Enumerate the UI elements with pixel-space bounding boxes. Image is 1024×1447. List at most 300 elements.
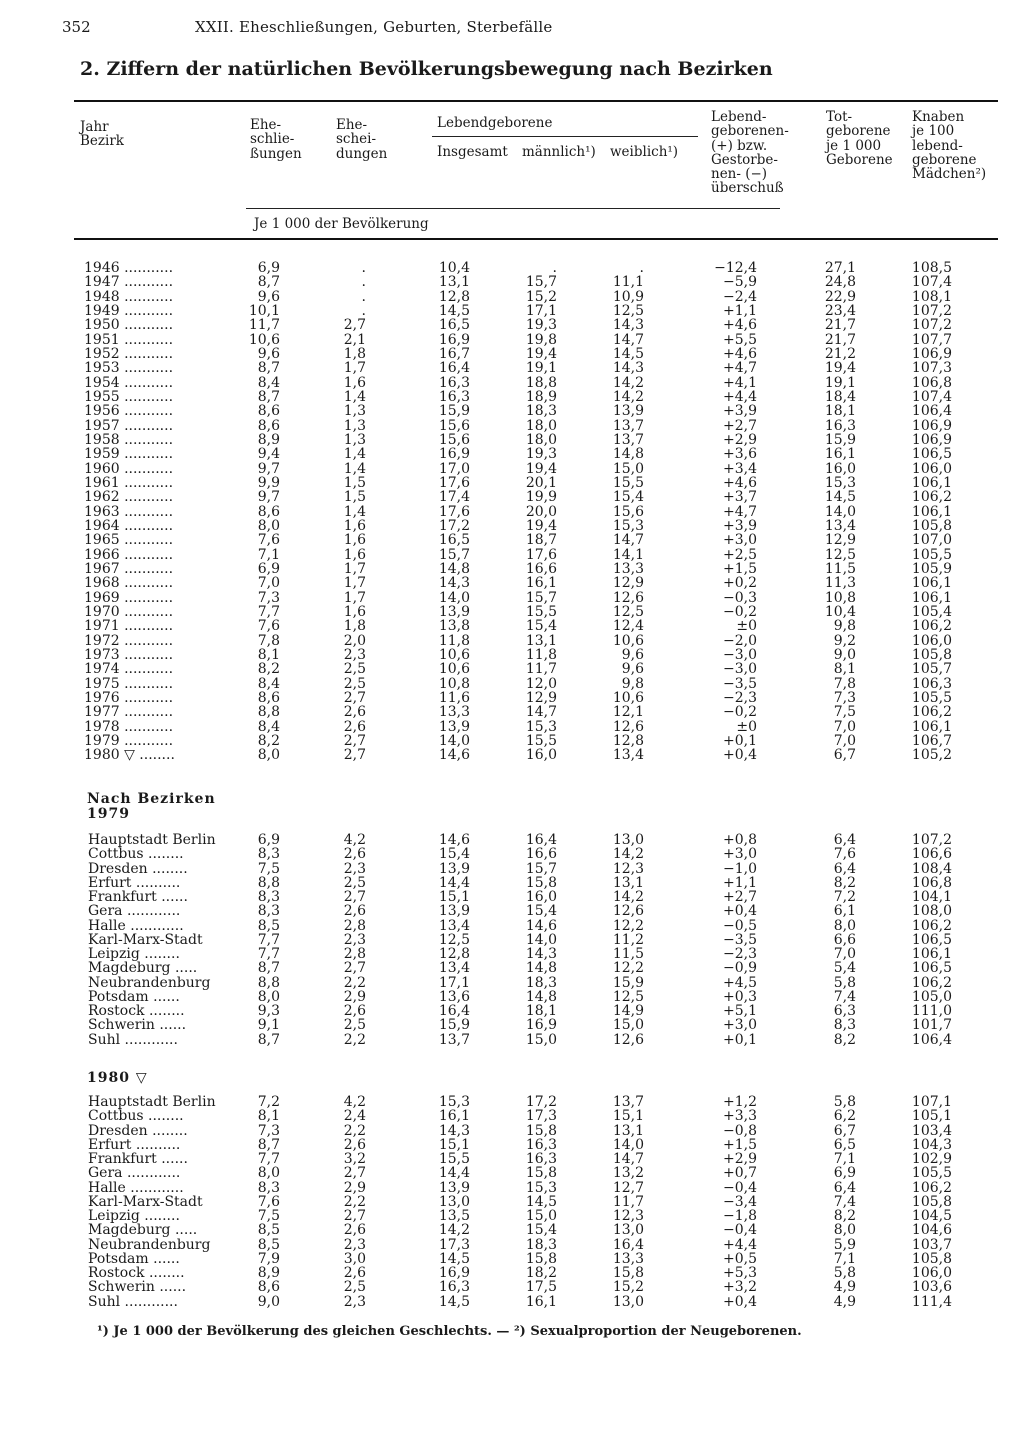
cell-lebendgeborene-weiblich: 12,6 bbox=[612, 718, 644, 735]
cell-knaben-je-100-maedchen: 106,0 bbox=[911, 1265, 952, 1281]
cell-ehescheidungen: 2,3 bbox=[343, 1293, 366, 1310]
cell-ehescheidungen: 2,7 bbox=[343, 960, 366, 977]
cell-totgeborene: 14,0 bbox=[824, 503, 856, 520]
cell-ehescheidungen: . bbox=[361, 260, 366, 276]
header-knaben: Knaben je 100 lebend- geborene Mädchen²) bbox=[912, 109, 987, 183]
cell-ehescheidungen: 2,7 bbox=[343, 732, 366, 749]
cell-lebendgeborene-maennlich: 18,0 bbox=[525, 417, 557, 434]
cell-ehescheidungen: 2,9 bbox=[343, 988, 366, 1005]
cell-totgeborene: 7,8 bbox=[833, 675, 856, 692]
cell-lebendgeborene-maennlich: 16,3 bbox=[525, 1151, 557, 1167]
row-label: Frankfurt ...... bbox=[88, 1151, 188, 1167]
cell-ehescheidungen: 2,7 bbox=[343, 889, 366, 905]
cell-ehescheidungen: 1,7 bbox=[343, 589, 366, 606]
table-row bbox=[0, 462, 1024, 476]
cell-knaben-je-100-maedchen: 107,2 bbox=[911, 317, 952, 334]
cell-lebendgeborene-weiblich: 12,3 bbox=[612, 1208, 644, 1224]
cell-ueberschuss: −2,3 bbox=[723, 689, 757, 706]
cell-eheschliessungen: 8,5 bbox=[257, 1236, 280, 1253]
cell-lebendgeborene-weiblich: 11,5 bbox=[612, 946, 644, 962]
cell-ehescheidungen: 2,2 bbox=[343, 1031, 366, 1048]
cell-eheschliessungen: 8,4 bbox=[257, 718, 280, 735]
cell-ehescheidungen: 2,7 bbox=[343, 317, 366, 334]
cell-ueberschuss: +0,5 bbox=[723, 1250, 757, 1267]
cell-eheschliessungen: 6,9 bbox=[257, 832, 280, 848]
cell-totgeborene: 18,4 bbox=[824, 388, 856, 405]
header-lebendgeborene: Lebendgeborene bbox=[437, 115, 553, 131]
row-label: 1968 ........... bbox=[84, 575, 174, 592]
cell-knaben-je-100-maedchen: 107,2 bbox=[911, 302, 952, 319]
cell-eheschliessungen: 9,3 bbox=[257, 1003, 280, 1019]
cell-lebendgeborene-weiblich: 12,5 bbox=[612, 302, 644, 319]
cell-lebendgeborene-insgesamt: 14,6 bbox=[438, 747, 470, 764]
cell-ueberschuss: −0,2 bbox=[723, 603, 757, 620]
cell-ueberschuss: −3,0 bbox=[723, 661, 757, 678]
cell-totgeborene: 13,4 bbox=[824, 517, 856, 534]
cell-totgeborene: 21,2 bbox=[824, 345, 856, 362]
cell-lebendgeborene-insgesamt: 16,4 bbox=[438, 360, 470, 377]
cell-lebendgeborene-maennlich: 14,0 bbox=[525, 931, 557, 948]
cell-ehescheidungen: 2,4 bbox=[343, 1108, 366, 1125]
cell-eheschliessungen: 7,8 bbox=[257, 632, 280, 649]
cell-knaben-je-100-maedchen: 106,1 bbox=[911, 946, 952, 962]
cell-ueberschuss: +2,7 bbox=[723, 417, 757, 434]
cell-lebendgeborene-maennlich: 18,3 bbox=[525, 1236, 557, 1253]
cell-knaben-je-100-maedchen: 106,5 bbox=[911, 960, 952, 977]
row-label: 1969 ........... bbox=[84, 589, 174, 606]
cell-eheschliessungen: 8,3 bbox=[257, 846, 280, 863]
cell-knaben-je-100-maedchen: 106,4 bbox=[911, 403, 952, 420]
cell-ueberschuss: +0,8 bbox=[723, 832, 757, 848]
cell-ueberschuss: +4,7 bbox=[723, 360, 757, 377]
cell-totgeborene: 9,0 bbox=[833, 646, 856, 663]
table-row bbox=[0, 1266, 1024, 1280]
cell-eheschliessungen: 8,2 bbox=[257, 661, 280, 678]
cell-ueberschuss: +4,5 bbox=[723, 974, 757, 991]
cell-knaben-je-100-maedchen: 106,9 bbox=[911, 345, 952, 362]
cell-totgeborene: 7,4 bbox=[833, 1193, 856, 1210]
cell-eheschliessungen: 9,4 bbox=[257, 446, 280, 463]
cell-lebendgeborene-weiblich: 12,1 bbox=[612, 704, 644, 721]
cell-lebendgeborene-insgesamt: 10,6 bbox=[438, 661, 470, 678]
cell-lebendgeborene-insgesamt: 16,4 bbox=[438, 1003, 470, 1019]
row-label: 1974 ........... bbox=[84, 661, 174, 678]
cell-ehescheidungen: 2,1 bbox=[343, 331, 366, 348]
footnote: ¹) Je 1 000 der Bevölkerung des gleichen Geschlechts. — ²) Sexualproportion der Neugeborenen. bbox=[97, 1324, 802, 1339]
cell-ehescheidungen: 2,2 bbox=[343, 974, 366, 991]
cell-lebendgeborene-insgesamt: 15,3 bbox=[438, 1094, 470, 1110]
cell-ueberschuss: +5,5 bbox=[723, 331, 757, 348]
cell-eheschliessungen: 8,7 bbox=[257, 360, 280, 377]
cell-lebendgeborene-insgesamt: 15,5 bbox=[438, 1151, 470, 1167]
cell-lebendgeborene-insgesamt: 14,4 bbox=[438, 874, 470, 891]
table-row bbox=[0, 376, 1024, 390]
header-weiblich: weiblich¹) bbox=[610, 144, 679, 160]
cell-knaben-je-100-maedchen: 106,8 bbox=[911, 374, 952, 391]
cell-ehescheidungen: 2,7 bbox=[343, 689, 366, 706]
cell-lebendgeborene-insgesamt: 10,8 bbox=[438, 675, 470, 692]
cell-ehescheidungen: 2,3 bbox=[343, 860, 366, 877]
cell-eheschliessungen: 8,5 bbox=[257, 1222, 280, 1239]
cell-lebendgeborene-maennlich: 19,3 bbox=[525, 317, 557, 334]
row-label: Leipzig ........ bbox=[88, 1208, 180, 1224]
cell-knaben-je-100-maedchen: 105,2 bbox=[911, 747, 952, 764]
cell-ueberschuss: −3,5 bbox=[723, 675, 757, 692]
cell-lebendgeborene-maennlich: 11,8 bbox=[525, 646, 557, 663]
cell-ueberschuss: −1,0 bbox=[723, 860, 757, 877]
cell-lebendgeborene-insgesamt: 13,4 bbox=[438, 960, 470, 977]
cell-eheschliessungen: 8,6 bbox=[257, 1279, 280, 1296]
cell-lebendgeborene-maennlich: 17,5 bbox=[525, 1279, 557, 1296]
cell-lebendgeborene-maennlich: 16,6 bbox=[525, 846, 557, 863]
cell-ueberschuss: +5,1 bbox=[723, 1003, 757, 1019]
cell-ehescheidungen: 1,8 bbox=[343, 345, 366, 362]
cell-lebendgeborene-insgesamt: 14,0 bbox=[438, 732, 470, 749]
cell-lebendgeborene-maennlich: 19,8 bbox=[525, 331, 557, 348]
cell-ueberschuss: +4,6 bbox=[723, 317, 757, 334]
cell-eheschliessungen: 10,6 bbox=[248, 331, 280, 348]
cell-eheschliessungen: 6,9 bbox=[257, 260, 280, 276]
cell-lebendgeborene-insgesamt: 14,3 bbox=[438, 575, 470, 592]
cell-ueberschuss: −0,5 bbox=[723, 917, 757, 934]
cell-totgeborene: 16,0 bbox=[824, 460, 856, 477]
cell-knaben-je-100-maedchen: 105,5 bbox=[911, 689, 952, 706]
cell-knaben-je-100-maedchen: 106,3 bbox=[911, 675, 952, 692]
cell-knaben-je-100-maedchen: 105,4 bbox=[911, 603, 952, 620]
cell-totgeborene: 21,7 bbox=[824, 331, 856, 348]
cell-eheschliessungen: 8,7 bbox=[257, 388, 280, 405]
cell-lebendgeborene-weiblich: 14,2 bbox=[612, 889, 644, 905]
cell-lebendgeborene-weiblich: 12,7 bbox=[612, 1179, 644, 1196]
table-row bbox=[0, 648, 1024, 662]
cell-lebendgeborene-maennlich: 16,0 bbox=[525, 889, 557, 905]
row-label: 1975 ........... bbox=[84, 675, 174, 692]
cell-ueberschuss: +2,5 bbox=[723, 546, 757, 563]
header-maennlich: männlich¹) bbox=[522, 144, 596, 160]
cell-knaben-je-100-maedchen: 108,5 bbox=[911, 260, 952, 276]
section-1980: 1980 ▽ bbox=[87, 1070, 148, 1086]
cell-totgeborene: 12,5 bbox=[824, 546, 856, 563]
cell-totgeborene: 6,9 bbox=[833, 1165, 856, 1182]
cell-knaben-je-100-maedchen: 107,0 bbox=[911, 532, 952, 549]
cell-ueberschuss: +5,3 bbox=[723, 1265, 757, 1281]
row-label: 1954 ........... bbox=[84, 374, 174, 391]
cell-lebendgeborene-insgesamt: 16,3 bbox=[438, 388, 470, 405]
cell-lebendgeborene-insgesamt: 11,8 bbox=[438, 632, 470, 649]
cell-knaben-je-100-maedchen: 106,5 bbox=[911, 446, 952, 463]
cell-lebendgeborene-insgesamt: 13,8 bbox=[438, 618, 470, 635]
row-label: Leipzig ........ bbox=[88, 946, 180, 962]
cell-ueberschuss: −0,4 bbox=[723, 1222, 757, 1239]
row-label: 1948 ........... bbox=[84, 288, 174, 305]
table-row bbox=[0, 691, 1024, 705]
cell-eheschliessungen: 10,1 bbox=[248, 302, 280, 319]
table-row bbox=[0, 1181, 1024, 1195]
cell-lebendgeborene-insgesamt: 15,4 bbox=[438, 846, 470, 863]
cell-lebendgeborene-insgesamt: 14,8 bbox=[438, 560, 470, 577]
cell-totgeborene: 7,6 bbox=[833, 846, 856, 863]
cell-ehescheidungen: 2,7 bbox=[343, 1165, 366, 1182]
row-label: 1952 ........... bbox=[84, 345, 174, 362]
row-label: 1964 ........... bbox=[84, 517, 174, 534]
cell-knaben-je-100-maedchen: 106,2 bbox=[911, 917, 952, 934]
table-row bbox=[0, 505, 1024, 519]
cell-eheschliessungen: 8,6 bbox=[257, 503, 280, 520]
cell-lebendgeborene-maennlich: 18,9 bbox=[525, 388, 557, 405]
row-label: Hauptstadt Berlin bbox=[88, 1094, 216, 1110]
cell-lebendgeborene-insgesamt: 17,6 bbox=[438, 503, 470, 520]
cell-lebendgeborene-maennlich: 15,4 bbox=[525, 1222, 557, 1239]
cell-totgeborene: 16,3 bbox=[824, 417, 856, 434]
cell-lebendgeborene-insgesamt: 14,5 bbox=[438, 302, 470, 319]
cell-lebendgeborene-insgesamt: 15,6 bbox=[438, 431, 470, 448]
table-row bbox=[0, 404, 1024, 418]
cell-ehescheidungen: 1,7 bbox=[343, 575, 366, 592]
cell-totgeborene: 27,1 bbox=[824, 260, 856, 276]
cell-ueberschuss: +4,4 bbox=[723, 388, 757, 405]
cell-totgeborene: 6,4 bbox=[833, 832, 856, 848]
cell-ueberschuss: +2,7 bbox=[723, 889, 757, 905]
cell-eheschliessungen: 8,8 bbox=[257, 974, 280, 991]
cell-lebendgeborene-weiblich: 13,0 bbox=[612, 832, 644, 848]
cell-eheschliessungen: 8,4 bbox=[257, 675, 280, 692]
cell-ehescheidungen: 2,3 bbox=[343, 931, 366, 948]
cell-lebendgeborene-weiblich: 14,2 bbox=[612, 846, 644, 863]
cell-eheschliessungen: 7,5 bbox=[257, 860, 280, 877]
cell-lebendgeborene-insgesamt: 16,3 bbox=[438, 374, 470, 391]
cell-knaben-je-100-maedchen: 108,4 bbox=[911, 860, 952, 877]
cell-lebendgeborene-weiblich: 14,3 bbox=[612, 360, 644, 377]
cell-ueberschuss: −5,9 bbox=[723, 274, 757, 291]
table-row bbox=[0, 519, 1024, 533]
cell-lebendgeborene-weiblich: 14,2 bbox=[612, 388, 644, 405]
cell-ueberschuss: +0,2 bbox=[723, 575, 757, 592]
cell-ueberschuss: +1,2 bbox=[723, 1094, 757, 1110]
cell-knaben-je-100-maedchen: 103,4 bbox=[911, 1122, 952, 1139]
header-je1000: Je 1 000 der Bevölkerung bbox=[254, 216, 429, 232]
row-label: Gera ............ bbox=[88, 903, 181, 920]
cell-knaben-je-100-maedchen: 105,8 bbox=[911, 646, 952, 663]
cell-ueberschuss: +3,0 bbox=[723, 846, 757, 863]
table-row bbox=[0, 290, 1024, 304]
cell-ehescheidungen: 1,4 bbox=[343, 446, 366, 463]
cell-ehescheidungen: 2,6 bbox=[343, 1222, 366, 1239]
cell-knaben-je-100-maedchen: 106,1 bbox=[911, 575, 952, 592]
cell-lebendgeborene-maennlich: 18,3 bbox=[525, 974, 557, 991]
cell-knaben-je-100-maedchen: 106,6 bbox=[911, 846, 952, 863]
cell-lebendgeborene-weiblich: 13,7 bbox=[612, 431, 644, 448]
cell-lebendgeborene-maennlich: 15,8 bbox=[525, 1122, 557, 1139]
cell-ueberschuss: +0,4 bbox=[723, 747, 757, 764]
cell-ehescheidungen: 4,2 bbox=[343, 832, 366, 848]
cell-lebendgeborene-weiblich: 13,4 bbox=[612, 747, 644, 764]
cell-ehescheidungen: 1,5 bbox=[343, 474, 366, 491]
cell-lebendgeborene-insgesamt: 16,9 bbox=[438, 1265, 470, 1281]
cell-knaben-je-100-maedchen: 106,1 bbox=[911, 474, 952, 491]
cell-eheschliessungen: 8,3 bbox=[257, 1179, 280, 1196]
cell-knaben-je-100-maedchen: 106,7 bbox=[911, 732, 952, 749]
cell-lebendgeborene-insgesamt: 15,9 bbox=[438, 403, 470, 420]
cell-lebendgeborene-insgesamt: 16,5 bbox=[438, 532, 470, 549]
row-label: Rostock ........ bbox=[88, 1003, 185, 1019]
cell-lebendgeborene-insgesamt: 16,5 bbox=[438, 317, 470, 334]
cell-lebendgeborene-maennlich: 19,4 bbox=[525, 345, 557, 362]
cell-ueberschuss: −2,3 bbox=[723, 946, 757, 962]
cell-totgeborene: 6,7 bbox=[833, 747, 856, 764]
cell-ehescheidungen: 1,4 bbox=[343, 460, 366, 477]
cell-lebendgeborene-weiblich: 12,6 bbox=[612, 1031, 644, 1048]
cell-ehescheidungen: 2,6 bbox=[343, 846, 366, 863]
cell-ehescheidungen: 2,9 bbox=[343, 1179, 366, 1196]
row-label: Gera ............ bbox=[88, 1165, 181, 1182]
cell-ueberschuss: +3,0 bbox=[723, 532, 757, 549]
cell-ueberschuss: −1,8 bbox=[723, 1208, 757, 1224]
cell-knaben-je-100-maedchen: 104,5 bbox=[911, 1208, 952, 1224]
cell-lebendgeborene-maennlich: 15,3 bbox=[525, 718, 557, 735]
cell-lebendgeborene-insgesamt: 15,1 bbox=[438, 1136, 470, 1153]
cell-ueberschuss: +1,5 bbox=[723, 1136, 757, 1153]
cell-lebendgeborene-maennlich: 20,1 bbox=[525, 474, 557, 491]
cell-totgeborene: 6,3 bbox=[833, 1003, 856, 1019]
table-row bbox=[0, 1109, 1024, 1123]
table-row bbox=[0, 318, 1024, 332]
cell-eheschliessungen: 7,6 bbox=[257, 532, 280, 549]
cell-knaben-je-100-maedchen: 106,2 bbox=[911, 1179, 952, 1196]
table-row bbox=[0, 876, 1024, 890]
cell-lebendgeborene-weiblich: 15,0 bbox=[612, 1017, 644, 1034]
cell-totgeborene: 6,2 bbox=[833, 1108, 856, 1125]
cell-lebendgeborene-insgesamt: 13,9 bbox=[438, 860, 470, 877]
cell-eheschliessungen: 7,9 bbox=[257, 1250, 280, 1267]
row-label: Cottbus ........ bbox=[88, 1108, 184, 1125]
cell-ueberschuss: −3,0 bbox=[723, 646, 757, 663]
cell-lebendgeborene-maennlich: 16,1 bbox=[525, 575, 557, 592]
cell-knaben-je-100-maedchen: 106,1 bbox=[911, 589, 952, 606]
cell-totgeborene: 5,9 bbox=[833, 1236, 856, 1253]
cell-ueberschuss: +1,1 bbox=[723, 874, 757, 891]
cell-totgeborene: 4,9 bbox=[833, 1279, 856, 1296]
cell-ueberschuss: +4,4 bbox=[723, 1236, 757, 1253]
table-row bbox=[0, 533, 1024, 547]
cell-eheschliessungen: 9,9 bbox=[257, 474, 280, 491]
cell-ueberschuss: +3,2 bbox=[723, 1279, 757, 1296]
cell-ueberschuss: +3,9 bbox=[723, 517, 757, 534]
cell-ueberschuss: +0,1 bbox=[723, 732, 757, 749]
table-row bbox=[0, 1280, 1024, 1294]
cell-knaben-je-100-maedchen: 106,5 bbox=[911, 931, 952, 948]
table-row bbox=[0, 847, 1024, 861]
table-row bbox=[0, 1223, 1024, 1237]
cell-knaben-je-100-maedchen: 106,1 bbox=[911, 503, 952, 520]
cell-knaben-je-100-maedchen: 107,4 bbox=[911, 388, 952, 405]
cell-lebendgeborene-maennlich: 14,3 bbox=[525, 946, 557, 962]
cell-ehescheidungen: 2,8 bbox=[343, 917, 366, 934]
row-label: 1965 ........... bbox=[84, 532, 174, 549]
cell-lebendgeborene-weiblich: 10,9 bbox=[612, 288, 644, 305]
cell-eheschliessungen: 7,1 bbox=[257, 546, 280, 563]
cell-lebendgeborene-weiblich: 12,2 bbox=[612, 917, 644, 934]
cell-lebendgeborene-weiblich: 15,2 bbox=[612, 1279, 644, 1296]
cell-ehescheidungen: 2,7 bbox=[343, 747, 366, 764]
cell-totgeborene: 7,5 bbox=[833, 704, 856, 721]
table-row bbox=[0, 591, 1024, 605]
cell-eheschliessungen: 7,6 bbox=[257, 1193, 280, 1210]
cell-totgeborene: 19,1 bbox=[824, 374, 856, 391]
cell-lebendgeborene-insgesamt: 13,9 bbox=[438, 903, 470, 920]
cell-lebendgeborene-weiblich: 13,7 bbox=[612, 1094, 644, 1110]
table-row bbox=[0, 720, 1024, 734]
cell-lebendgeborene-weiblich: 14,9 bbox=[612, 1003, 644, 1019]
cell-ueberschuss: ±0 bbox=[736, 618, 757, 635]
cell-totgeborene: 6,4 bbox=[833, 1179, 856, 1196]
cell-lebendgeborene-insgesamt: 14,0 bbox=[438, 589, 470, 606]
cell-totgeborene: 7,1 bbox=[833, 1250, 856, 1267]
cell-lebendgeborene-weiblich: 13,2 bbox=[612, 1165, 644, 1182]
cell-ueberschuss: +3,7 bbox=[723, 489, 757, 506]
cell-lebendgeborene-maennlich: 17,1 bbox=[525, 302, 557, 319]
cell-lebendgeborene-insgesamt: 14,5 bbox=[438, 1293, 470, 1310]
cell-knaben-je-100-maedchen: 106,2 bbox=[911, 704, 952, 721]
table-row bbox=[0, 748, 1024, 762]
row-label: Frankfurt ...... bbox=[88, 889, 188, 905]
cell-lebendgeborene-maennlich: 18,3 bbox=[525, 403, 557, 420]
cell-lebendgeborene-maennlich: 15,8 bbox=[525, 1165, 557, 1182]
cell-lebendgeborene-maennlich: 18,8 bbox=[525, 374, 557, 391]
cell-eheschliessungen: 7,7 bbox=[257, 603, 280, 620]
cell-lebendgeborene-weiblich: 13,3 bbox=[612, 560, 644, 577]
cell-lebendgeborene-weiblich: 12,8 bbox=[612, 732, 644, 749]
cell-lebendgeborene-maennlich: 14,5 bbox=[525, 1193, 557, 1210]
cell-ehescheidungen: 1,3 bbox=[343, 431, 366, 448]
cell-lebendgeborene-weiblich: 10,6 bbox=[612, 632, 644, 649]
cell-ehescheidungen: . bbox=[361, 302, 366, 319]
cell-eheschliessungen: 9,6 bbox=[257, 288, 280, 305]
cell-ehescheidungen: 1,3 bbox=[343, 403, 366, 420]
row-label: Erfurt .......... bbox=[88, 1136, 181, 1153]
cell-eheschliessungen: 7,7 bbox=[257, 931, 280, 948]
cell-eheschliessungen: 7,7 bbox=[257, 946, 280, 962]
cell-lebendgeborene-weiblich: 15,4 bbox=[612, 489, 644, 506]
table-title: 2. Ziffern der natürlichen Bevölkerungsbewegung nach Bezirken bbox=[80, 58, 773, 80]
row-label: Potsdam ...... bbox=[88, 1250, 180, 1267]
cell-lebendgeborene-insgesamt: 16,3 bbox=[438, 1279, 470, 1296]
cell-lebendgeborene-maennlich: 15,3 bbox=[525, 1179, 557, 1196]
cell-totgeborene: 22,9 bbox=[824, 288, 856, 305]
cell-ueberschuss: +4,6 bbox=[723, 345, 757, 362]
header-insgesamt: Insgesamt bbox=[437, 144, 508, 160]
cell-totgeborene: 5,4 bbox=[833, 960, 856, 977]
cell-lebendgeborene-weiblich: 15,0 bbox=[612, 460, 644, 477]
cell-totgeborene: 10,4 bbox=[824, 603, 856, 620]
table-row bbox=[0, 605, 1024, 619]
cell-ehescheidungen: 2,6 bbox=[343, 704, 366, 721]
cell-ehescheidungen: 1,4 bbox=[343, 388, 366, 405]
cell-lebendgeborene-maennlich: 13,1 bbox=[525, 632, 557, 649]
header-jahr-bezirk: Jahr Bezirk bbox=[80, 119, 124, 150]
row-label: 1978 ........... bbox=[84, 718, 174, 735]
cell-lebendgeborene-insgesamt: 15,6 bbox=[438, 417, 470, 434]
cell-lebendgeborene-maennlich: 19,4 bbox=[525, 517, 557, 534]
cell-lebendgeborene-insgesamt: 17,2 bbox=[438, 517, 470, 534]
cell-totgeborene: 8,2 bbox=[833, 874, 856, 891]
page-number: 352 bbox=[62, 18, 91, 36]
cell-knaben-je-100-maedchen: 111,0 bbox=[911, 1003, 952, 1019]
cell-ueberschuss: −0,2 bbox=[723, 704, 757, 721]
cell-lebendgeborene-weiblich: 12,4 bbox=[612, 618, 644, 635]
cell-ueberschuss: −0,8 bbox=[723, 1122, 757, 1139]
cell-eheschliessungen: 7,3 bbox=[257, 1122, 280, 1139]
table-row bbox=[0, 576, 1024, 590]
